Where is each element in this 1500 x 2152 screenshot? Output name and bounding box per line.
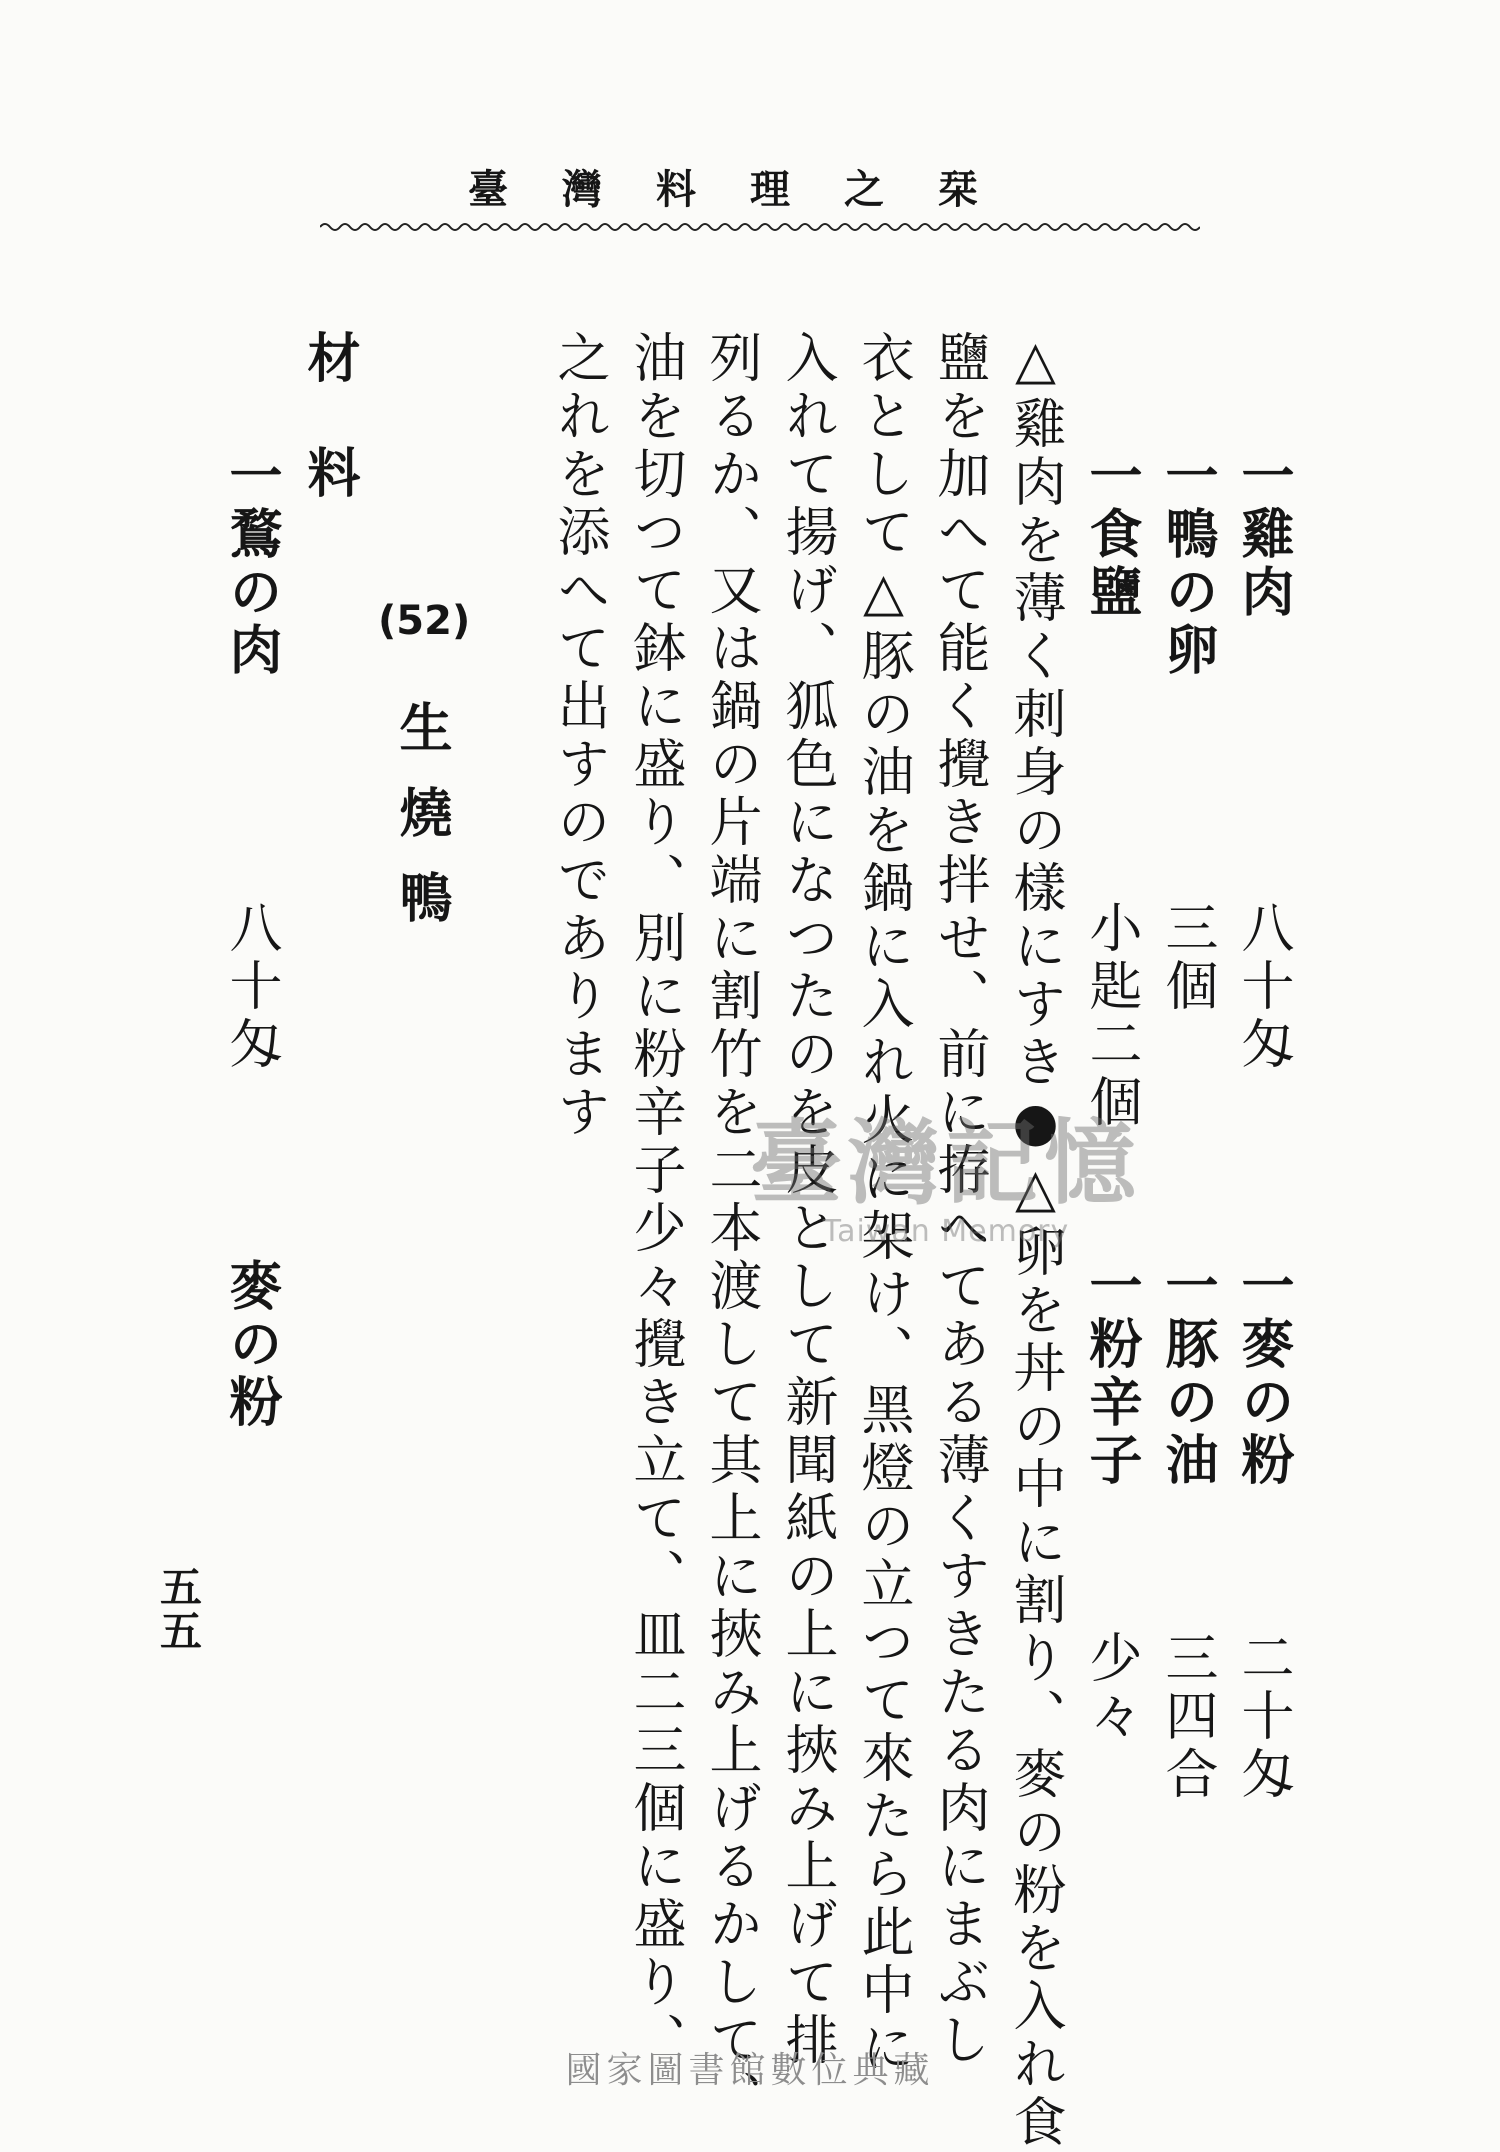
ingredient-item: 一雞肉 (1233, 448, 1295, 622)
page-number: 五五 (154, 1565, 203, 1653)
ingredient-qty: 小匙二個 (1081, 900, 1142, 1132)
instruction-line: 入れて揚げ、狐色になつたのを皮として新聞紙の上に挾み上げて排 (777, 330, 838, 2070)
instruction-line: 鹽を加へて能く攪き拌せ、前に拵へてある薄くすきたる肉にまぶし (929, 330, 990, 2070)
watermark-sub: Taiwan Memory (822, 1214, 1070, 1249)
ingredient-qty: 二十匁 (1233, 1630, 1294, 1804)
watermark-main: 臺灣記憶 (750, 1110, 1143, 1217)
ingredient-qty: 三四合 (1157, 1630, 1218, 1804)
instruction-line: 油を切つて鉢に盛り、別に粉辛子少々攪き立て、皿二三個に盛り、 (625, 330, 686, 2070)
material-item: 一鶩の肉 (221, 448, 283, 680)
recipe-number: (52) (378, 598, 471, 644)
ingredient-item: 一豚の油 (1157, 1258, 1219, 1490)
ingredient-item: 一粉辛子 (1081, 1258, 1143, 1490)
material-item: 麥の粉 (221, 1258, 283, 1432)
ingredient-item: 一鴨の卵 (1157, 448, 1219, 680)
recipe-title: 生燒鴨 (391, 700, 453, 955)
running-title: 臺灣料理之栞 (468, 166, 1032, 213)
instruction-line: 之れを添へて出すのであります (549, 330, 610, 1142)
material-qty: 八十匁 (221, 900, 282, 1074)
instruction-line: 列るか、又は鍋の片端に割竹を二本渡して其上に挾み上げるかして、 (701, 330, 762, 2128)
instruction-line: 衣として△豚の油を鍋に入れ火に架け、黑燈の立つて來たら此中に (853, 330, 914, 2078)
instruction-line: △雞肉を薄く刺身の樣にすき●△卵を丼の中に割り、麥の粉を入れ食 (1005, 330, 1066, 2152)
ingredient-qty: 少々 (1081, 1630, 1142, 1746)
ingredient-qty: 八十匁 (1233, 900, 1294, 1074)
watermark-logo (750, 1090, 1142, 1249)
header-wavy-rule (320, 220, 1200, 234)
footer-credit: 國家圖書館數位典藏 (565, 2050, 935, 2091)
ingredient-qty: 三個 (1157, 900, 1218, 1016)
ingredient-item: 一食鹽 (1081, 448, 1143, 622)
materials-heading: 材料 (299, 330, 361, 560)
ingredient-item: 一麥の粉 (1233, 1258, 1295, 1490)
